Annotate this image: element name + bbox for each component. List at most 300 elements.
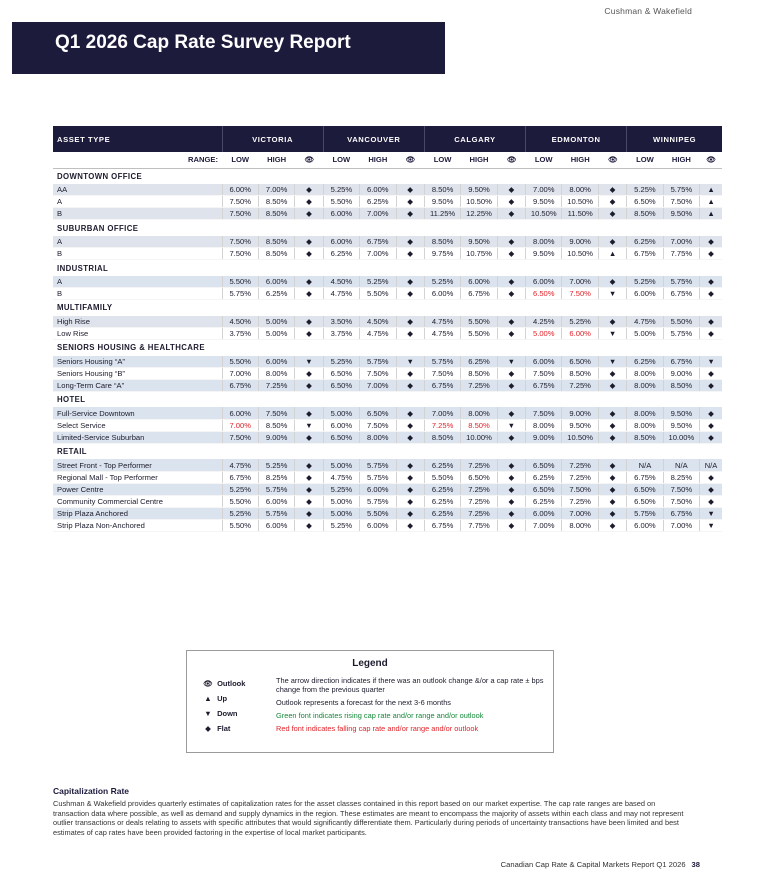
- low-rate-cell: 4.75%: [222, 459, 258, 471]
- high-rate-cell: 7.25%: [461, 495, 497, 507]
- asset-name: Street Front - Top Performer: [53, 459, 222, 471]
- flat-diamond-icon: ◆: [396, 316, 424, 328]
- low-rate-cell: 6.50%: [526, 288, 562, 300]
- low-rate-cell: 5.50%: [222, 519, 258, 531]
- flat-diamond-icon: ◆: [396, 507, 424, 519]
- low-rate-cell: 7.00%: [222, 419, 258, 431]
- low-rate-cell: 6.25%: [424, 495, 460, 507]
- flat-diamond-icon: ◆: [396, 495, 424, 507]
- flat-diamond-icon: ◆: [497, 379, 525, 391]
- flat-diamond-icon: ◆: [598, 236, 626, 248]
- up-triangle-icon: ▲: [598, 248, 626, 260]
- up-triangle-icon: ▲: [700, 208, 722, 220]
- high-rate-cell: 7.00%: [663, 519, 699, 531]
- high-rate-cell: 10.50%: [562, 248, 598, 260]
- asset-name: A: [53, 276, 222, 288]
- flat-diamond-icon: ◆: [497, 184, 525, 196]
- high-rate-cell: 5.75%: [360, 356, 396, 368]
- flat-diamond-icon: ◆: [497, 495, 525, 507]
- brand-label: Cushman & Wakefield: [604, 6, 692, 16]
- low-rate-cell: 7.00%: [526, 184, 562, 196]
- low-header: LOW: [526, 152, 562, 168]
- low-rate-cell: 3.50%: [323, 316, 359, 328]
- low-rate-cell: 5.50%: [323, 196, 359, 208]
- asset-name: Full-Service Downtown: [53, 407, 222, 419]
- low-rate-cell: 6.50%: [323, 379, 359, 391]
- down-triangle-icon: ▼: [295, 419, 323, 431]
- page-footer: [501, 860, 700, 869]
- low-rate-cell: 9.50%: [526, 196, 562, 208]
- high-rate-cell: 5.75%: [360, 459, 396, 471]
- section-title: DOWNTOWN OFFICE: [53, 168, 722, 184]
- down-triangle-icon: ▼: [295, 356, 323, 368]
- low-rate-cell: 3.75%: [222, 328, 258, 340]
- flat-diamond-icon: ◆: [295, 236, 323, 248]
- low-rate-cell: 6.00%: [222, 407, 258, 419]
- low-rate-cell: 6.25%: [424, 483, 460, 495]
- eye-icon: 👁: [497, 152, 525, 168]
- low-rate-cell: 6.00%: [323, 419, 359, 431]
- low-rate-cell: 6.50%: [627, 483, 663, 495]
- flat-diamond-icon: ◆: [295, 471, 323, 483]
- high-rate-cell: 7.25%: [562, 459, 598, 471]
- asset-name: Seniors Housing “A”: [53, 356, 222, 368]
- up-triangle-icon: ▲: [700, 196, 722, 208]
- low-rate-cell: 8.00%: [627, 407, 663, 419]
- low-rate-cell: 6.00%: [526, 356, 562, 368]
- high-rate-cell: 6.50%: [360, 407, 396, 419]
- high-rate-cell: 7.00%: [360, 379, 396, 391]
- low-rate-cell: 5.00%: [526, 328, 562, 340]
- low-rate-cell: 8.00%: [627, 367, 663, 379]
- section-header-row: [53, 391, 722, 407]
- high-rate-cell: 7.00%: [360, 208, 396, 220]
- high-rate-cell: 6.25%: [360, 196, 396, 208]
- low-rate-cell: 5.00%: [323, 495, 359, 507]
- high-rate-cell: 6.75%: [663, 356, 699, 368]
- low-header: LOW: [424, 152, 460, 168]
- flat-diamond-icon: ◆: [497, 196, 525, 208]
- asset-name: Strip Plaza Non-Anchored: [53, 519, 222, 531]
- asset-type-header: ASSET TYPE: [53, 126, 222, 152]
- table-row: [53, 288, 722, 300]
- low-rate-cell: 6.25%: [627, 356, 663, 368]
- section-header-row: [53, 300, 722, 316]
- high-rate-cell: 6.00%: [258, 495, 294, 507]
- high-rate-cell: 5.50%: [360, 507, 396, 519]
- low-rate-cell: 6.25%: [627, 236, 663, 248]
- high-rate-cell: 9.00%: [258, 431, 294, 443]
- city-header-victoria: VICTORIA: [222, 126, 323, 152]
- flat-diamond-icon: ◆: [295, 328, 323, 340]
- high-rate-cell: 6.00%: [461, 276, 497, 288]
- city-header-winnipeg: WINNIPEG: [627, 126, 722, 152]
- low-header: LOW: [222, 152, 258, 168]
- flat-diamond-icon: ◆: [700, 407, 722, 419]
- high-rate-cell: 7.25%: [461, 483, 497, 495]
- table-row: [53, 419, 722, 431]
- low-rate-cell: 6.00%: [526, 276, 562, 288]
- flat-diamond-icon: ◆: [497, 248, 525, 260]
- low-rate-cell: 8.00%: [526, 419, 562, 431]
- low-rate-cell: 6.00%: [323, 208, 359, 220]
- high-rate-cell: 9.50%: [461, 236, 497, 248]
- low-rate-cell: 5.25%: [222, 507, 258, 519]
- section-header-row: [53, 260, 722, 276]
- flat-diamond-icon: ◆: [396, 367, 424, 379]
- low-rate-cell: 4.25%: [526, 316, 562, 328]
- high-rate-cell: 5.75%: [360, 495, 396, 507]
- low-rate-cell: 7.50%: [526, 367, 562, 379]
- low-rate-cell: 5.25%: [627, 276, 663, 288]
- high-rate-cell: 5.75%: [258, 483, 294, 495]
- flat-diamond-icon: ◆: [497, 367, 525, 379]
- flat-diamond-icon: ◆: [295, 519, 323, 531]
- high-rate-cell: 6.00%: [360, 519, 396, 531]
- legend-title: Legend: [352, 658, 388, 669]
- eye-icon: 👁: [203, 679, 213, 688]
- flat-diamond-icon: ◆: [295, 196, 323, 208]
- table-row: [53, 507, 722, 519]
- flat-diamond-icon: ◆: [295, 483, 323, 495]
- low-rate-cell: 5.50%: [424, 471, 460, 483]
- high-rate-cell: 11.50%: [562, 208, 598, 220]
- down-triangle-icon: ▼: [700, 507, 722, 519]
- flat-diamond-icon: ◆: [700, 248, 722, 260]
- section-title: SENIORS HOUSING & HEALTHCARE: [53, 340, 722, 356]
- page-number: 38: [691, 860, 700, 869]
- low-rate-cell: 4.75%: [424, 316, 460, 328]
- flat-diamond-icon: ◆: [598, 519, 626, 531]
- down-triangle-icon: ▼: [598, 328, 626, 340]
- high-rate-cell: 9.00%: [562, 407, 598, 419]
- flat-diamond-icon: ◆: [598, 184, 626, 196]
- high-rate-cell: 9.50%: [562, 419, 598, 431]
- low-rate-cell: 4.75%: [323, 288, 359, 300]
- up-triangle-icon: ▲: [700, 184, 722, 196]
- table-row: [53, 236, 722, 248]
- low-rate-cell: 3.75%: [323, 328, 359, 340]
- cap-rate-table: [53, 126, 722, 532]
- flat-diamond-icon: ◆: [598, 379, 626, 391]
- low-rate-cell: 5.25%: [323, 519, 359, 531]
- high-rate-cell: 12.25%: [461, 208, 497, 220]
- flat-diamond-icon: ◆: [497, 483, 525, 495]
- eye-icon: 👁: [700, 152, 722, 168]
- high-rate-cell: 7.00%: [360, 248, 396, 260]
- flat-diamond-icon: ◆: [396, 208, 424, 220]
- city-header-vancouver: VANCOUVER: [323, 126, 424, 152]
- flat-diamond-icon: ◆: [497, 316, 525, 328]
- low-rate-cell: 8.00%: [526, 236, 562, 248]
- asset-name: Strip Plaza Anchored: [53, 507, 222, 519]
- section-header-row: [53, 340, 722, 356]
- legend-key-label: Flat: [215, 724, 231, 733]
- low-rate-cell: 9.50%: [424, 196, 460, 208]
- low-rate-cell: 6.25%: [424, 459, 460, 471]
- flat-diamond-icon: ◆: [598, 471, 626, 483]
- high-rate-cell: 7.50%: [663, 495, 699, 507]
- low-rate-cell: 9.75%: [424, 248, 460, 260]
- high-rate-cell: 5.25%: [258, 459, 294, 471]
- flat-diamond-icon: ◆: [598, 495, 626, 507]
- low-rate-cell: 7.00%: [424, 407, 460, 419]
- high-rate-cell: 5.75%: [663, 276, 699, 288]
- flat-diamond-icon: ◆: [295, 316, 323, 328]
- flat-diamond-icon: ◆: [598, 196, 626, 208]
- low-rate-cell: 7.50%: [424, 367, 460, 379]
- eye-icon: 👁: [598, 152, 626, 168]
- flat-diamond-icon: ◆: [598, 407, 626, 419]
- down-triangle-icon: ▼: [700, 356, 722, 368]
- flat-diamond-icon: ◆: [497, 288, 525, 300]
- city-header-edmonton: EDMONTON: [526, 126, 627, 152]
- high-rate-cell: 8.25%: [258, 471, 294, 483]
- asset-name: Select Service: [53, 419, 222, 431]
- low-rate-cell: 6.75%: [526, 379, 562, 391]
- table-row: [53, 431, 722, 443]
- table-row: [53, 407, 722, 419]
- table-row: [53, 471, 722, 483]
- low-rate-cell: 6.50%: [323, 431, 359, 443]
- high-rate-cell: 6.00%: [258, 276, 294, 288]
- high-rate-cell: 8.50%: [258, 419, 294, 431]
- section-header-row: [53, 168, 722, 184]
- high-rate-cell: 10.50%: [461, 196, 497, 208]
- flat-diamond-icon: ◆: [396, 379, 424, 391]
- table-row: [53, 184, 722, 196]
- low-rate-cell: 7.50%: [222, 248, 258, 260]
- legend-key-item: [201, 721, 271, 736]
- asset-name: Low Rise: [53, 328, 222, 340]
- flat-diamond-icon: ◆: [295, 184, 323, 196]
- low-header: LOW: [323, 152, 359, 168]
- flat-diamond-icon: ◆: [700, 419, 722, 431]
- flat-diamond-icon: ◆: [598, 208, 626, 220]
- high-rate-cell: 7.00%: [562, 507, 598, 519]
- low-rate-cell: 8.00%: [627, 379, 663, 391]
- low-rate-cell: 7.25%: [424, 419, 460, 431]
- asset-name: A: [53, 196, 222, 208]
- low-rate-cell: 6.25%: [526, 471, 562, 483]
- legend-keys: [201, 676, 271, 736]
- legend-note-red: Red font indicates falling cap rate and/or range and/or outlook: [276, 724, 479, 733]
- flat-diamond-icon: ◆: [598, 431, 626, 443]
- section-title: INDUSTRIAL: [53, 260, 722, 276]
- high-rate-cell: 8.50%: [258, 208, 294, 220]
- flat-diamond-icon: ◆: [396, 519, 424, 531]
- asset-name: Power Centre: [53, 483, 222, 495]
- high-rate-cell: 5.50%: [360, 288, 396, 300]
- high-rate-cell: 9.50%: [663, 407, 699, 419]
- high-rate-cell: 8.25%: [663, 471, 699, 483]
- table-row: [53, 495, 722, 507]
- low-rate-cell: 6.00%: [627, 519, 663, 531]
- low-rate-cell: 5.25%: [424, 276, 460, 288]
- asset-name: High Rise: [53, 316, 222, 328]
- low-rate-cell: N/A: [627, 459, 663, 471]
- high-rate-cell: 7.00%: [663, 236, 699, 248]
- section-header-row: [53, 443, 722, 459]
- flat-diamond-icon: ◆: [295, 367, 323, 379]
- flat-diamond-icon: ◆: [700, 471, 722, 483]
- low-rate-cell: 8.00%: [627, 419, 663, 431]
- flat-diamond-icon: ◆: [295, 495, 323, 507]
- table-body: [53, 168, 722, 531]
- high-rate-cell: 8.00%: [360, 431, 396, 443]
- flat-diamond-icon: ◆: [598, 483, 626, 495]
- flat-diamond-icon: ◆: [295, 208, 323, 220]
- high-rate-cell: 6.00%: [360, 483, 396, 495]
- low-rate-cell: 6.00%: [323, 236, 359, 248]
- high-rate-cell: 7.50%: [258, 407, 294, 419]
- eye-icon: 👁: [295, 152, 323, 168]
- table-row: [53, 367, 722, 379]
- low-rate-cell: 6.50%: [323, 367, 359, 379]
- flat-diamond-icon: ◆: [396, 248, 424, 260]
- high-rate-cell: 7.25%: [461, 379, 497, 391]
- legend-note-arrow: The arrow direction indicates if there was an outlook change &/or a cap rate ± bps change from the previous quarter: [276, 676, 544, 694]
- high-rate-cell: 6.75%: [461, 288, 497, 300]
- low-rate-cell: 6.75%: [424, 519, 460, 531]
- low-rate-cell: 8.50%: [424, 184, 460, 196]
- footer-report-name: Canadian Cap Rate & Capital Markets Report Q1 2026: [500, 860, 686, 869]
- low-rate-cell: 11.25%: [424, 208, 460, 220]
- section-title: SUBURBAN OFFICE: [53, 220, 722, 236]
- low-rate-cell: 5.50%: [222, 495, 258, 507]
- flat-diamond-icon: ◆: [295, 276, 323, 288]
- high-rate-cell: 5.00%: [258, 328, 294, 340]
- section-title: RETAIL: [53, 443, 722, 459]
- high-rate-cell: 8.50%: [258, 196, 294, 208]
- asset-name: B: [53, 248, 222, 260]
- flat-diamond-icon: ◆: [295, 248, 323, 260]
- high-rate-cell: 5.25%: [562, 316, 598, 328]
- legend-key-item: [201, 691, 271, 706]
- low-rate-cell: 6.75%: [424, 379, 460, 391]
- flat-diamond-icon: ◆: [497, 431, 525, 443]
- flat-diamond-icon: ◆: [497, 328, 525, 340]
- table-row: [53, 356, 722, 368]
- flat-diamond-icon: ◆: [396, 459, 424, 471]
- low-rate-cell: 5.50%: [222, 276, 258, 288]
- flat-diamond-icon: ◆: [396, 236, 424, 248]
- low-rate-cell: 5.00%: [323, 507, 359, 519]
- low-rate-cell: 4.75%: [424, 328, 460, 340]
- section-header-row: [53, 220, 722, 236]
- flat-diamond-icon: ◆: [396, 184, 424, 196]
- flat-diamond-icon: ◆: [295, 431, 323, 443]
- legend-key-label: Up: [215, 694, 228, 703]
- legend-note-outlook: Outlook represents a forecast for the next 3-6 months: [276, 698, 452, 707]
- low-rate-cell: 5.25%: [627, 184, 663, 196]
- flat-diamond-icon: ◆: [497, 236, 525, 248]
- high-rate-cell: 8.50%: [258, 236, 294, 248]
- low-rate-cell: 8.50%: [627, 431, 663, 443]
- asset-name: Regional Mall - Top Performer: [53, 471, 222, 483]
- flat-diamond-icon: ◆: [497, 519, 525, 531]
- low-rate-cell: 8.50%: [424, 236, 460, 248]
- flat-diamond-icon: ◆: [396, 471, 424, 483]
- asset-name: Seniors Housing “B”: [53, 367, 222, 379]
- low-rate-cell: 6.75%: [627, 248, 663, 260]
- high-rate-cell: 8.50%: [461, 367, 497, 379]
- low-rate-cell: 8.50%: [424, 431, 460, 443]
- down-triangle-icon: ▼: [204, 709, 212, 718]
- high-rate-cell: 7.75%: [663, 248, 699, 260]
- flat-diamond-icon: ◆: [598, 316, 626, 328]
- flat-diamond-icon: ◆: [598, 507, 626, 519]
- flat-diamond-icon: ◆: [598, 459, 626, 471]
- high-rate-cell: 7.00%: [258, 184, 294, 196]
- legend-key-label: Outlook: [215, 679, 246, 688]
- high-rate-cell: 5.75%: [663, 328, 699, 340]
- high-rate-cell: 4.50%: [360, 316, 396, 328]
- flat-diamond-icon: ◆: [396, 196, 424, 208]
- high-rate-cell: 8.00%: [562, 184, 598, 196]
- table-row: [53, 379, 722, 391]
- high-rate-cell: 5.75%: [258, 507, 294, 519]
- high-rate-cell: 8.50%: [258, 248, 294, 260]
- low-rate-cell: 4.75%: [627, 316, 663, 328]
- low-rate-cell: 5.75%: [222, 288, 258, 300]
- low-rate-cell: 5.25%: [323, 356, 359, 368]
- flat-diamond-icon: ◆: [295, 288, 323, 300]
- table-row: [53, 196, 722, 208]
- high-rate-cell: 10.75%: [461, 248, 497, 260]
- low-rate-cell: 5.25%: [222, 483, 258, 495]
- high-rate-cell: 7.25%: [562, 379, 598, 391]
- down-triangle-icon: ▼: [396, 356, 424, 368]
- high-rate-cell: 5.50%: [461, 328, 497, 340]
- flat-diamond-icon: ◆: [700, 288, 722, 300]
- high-rate-cell: 5.50%: [663, 316, 699, 328]
- high-rate-cell: 5.75%: [663, 184, 699, 196]
- range-header-row: [53, 152, 722, 168]
- flat-diamond-icon: ◆: [205, 724, 211, 733]
- outlook-cell: N/A: [700, 459, 722, 471]
- high-rate-cell: 7.25%: [562, 471, 598, 483]
- down-triangle-icon: ▼: [598, 288, 626, 300]
- high-rate-cell: N/A: [663, 459, 699, 471]
- high-rate-cell: 9.00%: [562, 236, 598, 248]
- low-rate-cell: 6.50%: [627, 495, 663, 507]
- flat-diamond-icon: ◆: [700, 236, 722, 248]
- down-triangle-icon: ▼: [497, 356, 525, 368]
- low-rate-cell: 7.50%: [526, 407, 562, 419]
- high-rate-cell: 5.25%: [360, 276, 396, 288]
- flat-diamond-icon: ◆: [396, 419, 424, 431]
- flat-diamond-icon: ◆: [497, 471, 525, 483]
- down-triangle-icon: ▼: [497, 419, 525, 431]
- low-rate-cell: 5.00%: [627, 328, 663, 340]
- flat-diamond-icon: ◆: [700, 276, 722, 288]
- low-rate-cell: 6.00%: [627, 288, 663, 300]
- section-title: HOTEL: [53, 391, 722, 407]
- page-title: Q1 2026 Cap Rate Survey Report: [55, 32, 351, 53]
- flat-diamond-icon: ◆: [497, 276, 525, 288]
- low-rate-cell: 6.50%: [526, 459, 562, 471]
- low-rate-cell: 6.75%: [222, 379, 258, 391]
- low-rate-cell: 5.00%: [323, 459, 359, 471]
- low-rate-cell: 6.50%: [627, 196, 663, 208]
- flat-diamond-icon: ◆: [295, 507, 323, 519]
- table-row: [53, 519, 722, 531]
- flat-diamond-icon: ◆: [598, 367, 626, 379]
- high-rate-cell: 6.00%: [360, 184, 396, 196]
- table-row: [53, 459, 722, 471]
- low-rate-cell: 5.25%: [323, 184, 359, 196]
